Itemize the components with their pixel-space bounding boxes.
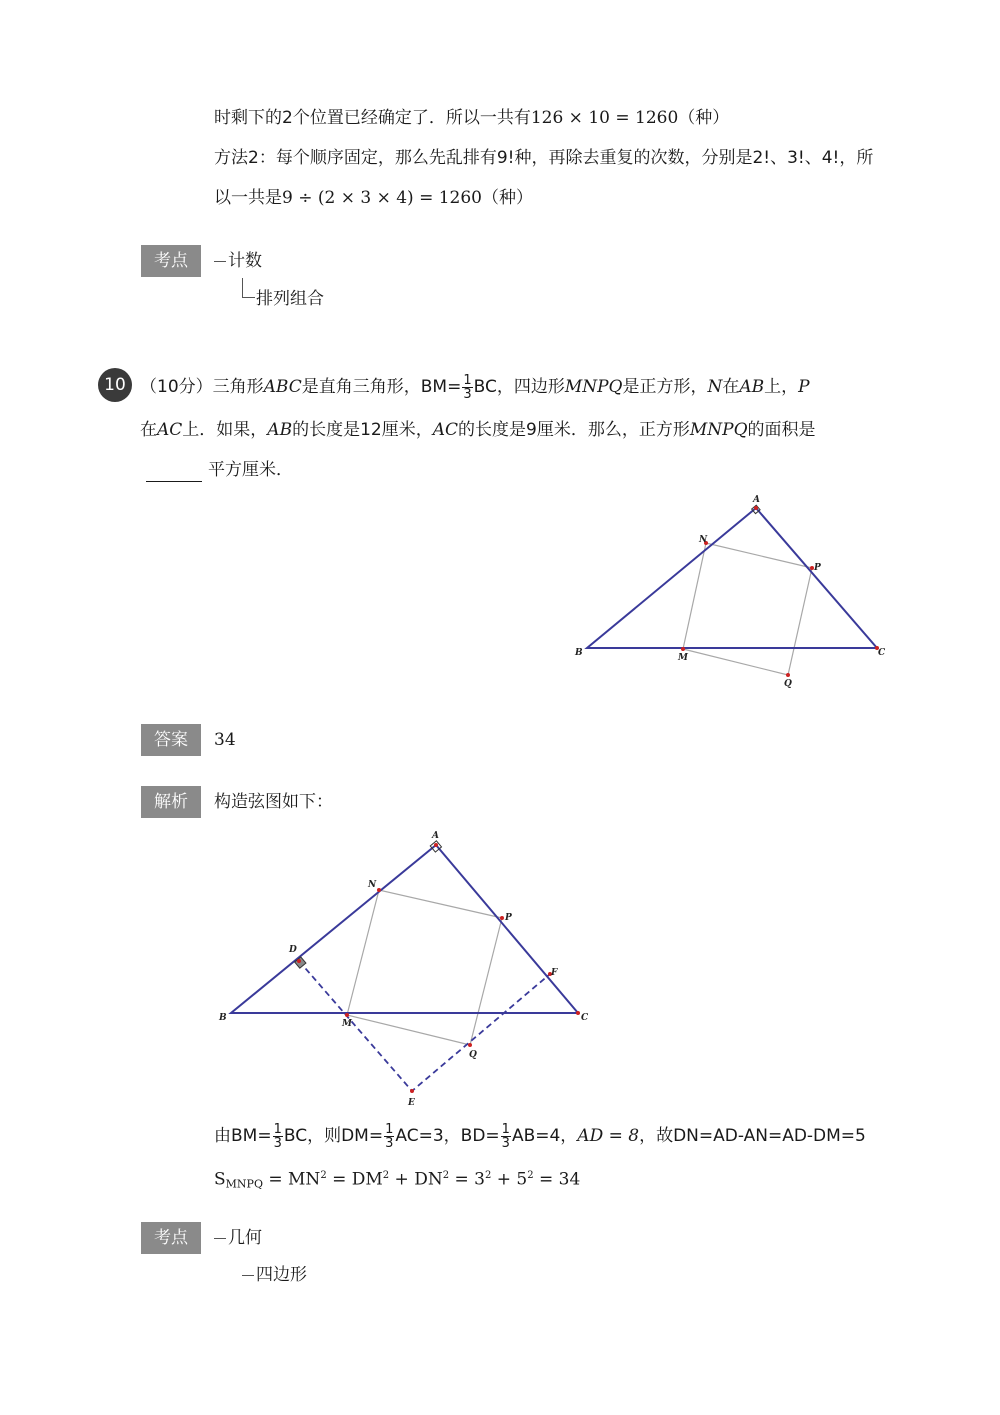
- label-c: C: [878, 648, 886, 658]
- label-a-2: A: [432, 831, 439, 841]
- points: [681, 506, 879, 677]
- analysis-tag: 解析: [141, 786, 201, 818]
- kaodian2-level2: 四边形: [256, 1265, 307, 1285]
- prev-solution-line-3: 以一共是9 ÷ (2 × 3 × 4) = 1260（种）: [214, 188, 533, 208]
- label-f-2: F: [551, 968, 558, 978]
- fraction: $\frac{1}{3}$: [273, 1121, 282, 1151]
- analysis-eq-2: $S_{MNPQ} = MN^2 = DM^2 + DN^2 = 3^2 + 5^2 = 34$: [214, 1169, 581, 1191]
- triangle-abc-2: [231, 845, 578, 1013]
- label-n: N: [699, 535, 708, 545]
- fraction: $\frac{1}{3}$: [385, 1121, 394, 1151]
- label-c-2: C: [581, 1013, 589, 1023]
- analysis-intro: 构造弦图如下：: [214, 792, 333, 812]
- prev-solution-line-1: 时剩下的2个位置已经确定了．所以一共有126 × 10 = 1260（种）: [214, 108, 730, 128]
- label-a: A: [753, 495, 760, 505]
- label-b: B: [575, 648, 583, 658]
- figure-2: [210, 825, 610, 1110]
- label-b-2: B: [219, 1013, 227, 1023]
- figure-1: [560, 490, 900, 700]
- answer-tag: 答案: [141, 724, 201, 756]
- analysis-eq-1: 由BM= $\frac{1}{3}$ BC，则DM= $\frac{1}{3}$ AC=3，BD= $\frac{1}{3}$ AB=4，AD = 8，故DN=AD-AN=AD-DM=5: [214, 1121, 866, 1151]
- square-mnpq-2: [347, 890, 502, 1045]
- answer-blank: [146, 463, 202, 482]
- label-e-2: E: [408, 1098, 415, 1108]
- question-line-1: （10分）三角形ABC是直角三角形，BM= $\frac{1}{3}$ BC，四边形MNPQ是正方形，N在AB上，P: [140, 372, 810, 402]
- triangle-abc: [587, 508, 877, 648]
- kaodian2-level1: 几何: [228, 1228, 262, 1248]
- kaodian-level2: 排列组合: [256, 289, 324, 309]
- tree-line-2: [214, 1238, 226, 1239]
- fraction: $\frac{1}{3}$: [463, 372, 472, 402]
- label-m-2: M: [342, 1019, 352, 1029]
- question-line-3: 平方厘米．: [146, 458, 293, 482]
- label-d-2: D: [289, 945, 297, 955]
- question-line-2: 在AC上．如果，AB的长度是12厘米，AC的长度是9厘米．那么，正方形MNPQ的面积是: [140, 420, 816, 440]
- tree-line: [214, 261, 226, 262]
- kaodian-tag: 考点: [141, 245, 201, 277]
- question-number: 10: [98, 368, 132, 402]
- kaodian-level1: 计数: [228, 251, 262, 271]
- label-n-2: N: [368, 880, 377, 890]
- label-p: P: [814, 563, 821, 573]
- prev-solution-line-2: 方法2：每个顺序固定，那么先乱排有9!种，再除去重复的次数，分别是2!、3!、4!，所: [214, 148, 874, 168]
- label-q: Q: [784, 679, 792, 689]
- fraction: $\frac{1}{3}$: [501, 1121, 510, 1151]
- label-m: M: [678, 653, 688, 663]
- kaodian-tag-2: 考点: [141, 1222, 201, 1254]
- auxiliary-lines: [299, 961, 550, 1091]
- square-mnpq: [683, 543, 812, 675]
- tree-line-3: [242, 1275, 254, 1276]
- answer-value: 34: [214, 730, 236, 750]
- label-q-2: Q: [469, 1050, 477, 1060]
- label-p-2: P: [505, 913, 512, 923]
- points-2: [297, 843, 580, 1093]
- tree-branch: [242, 278, 255, 298]
